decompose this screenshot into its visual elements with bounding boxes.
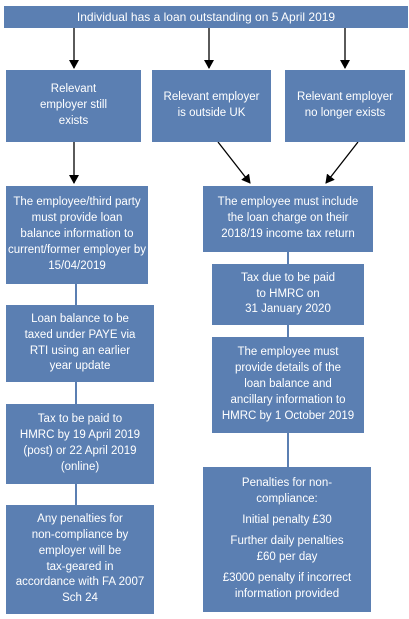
paye-line-4: year update: [49, 360, 111, 373]
penalty-incorrect: [223, 571, 352, 603]
include-charge-line-1: The employee must include: [217, 196, 359, 209]
include-charge-line-3: 2018/19 income tax return: [221, 227, 355, 240]
penalty-daily: [230, 534, 343, 566]
penalty-initial: [242, 513, 332, 529]
arrow-outside-uk-to-include-charge: [218, 142, 250, 183]
employer-penalties-line-5: accordance with FA 2007: [15, 576, 145, 589]
tax-due-line-2: to HMRC on: [256, 287, 320, 300]
provide-info-line-2: must provide loan: [31, 212, 123, 225]
penalty-daily-line-2: £60 per day: [256, 550, 318, 563]
box-loan-outstanding: [4, 6, 408, 28]
penalty-daily-line-1: Further daily penalties: [230, 535, 344, 548]
employer-penalties-line-6: Sch 24: [62, 592, 98, 605]
penalties-heading-line-2: compliance:: [256, 493, 318, 506]
provide-info-line-3: balance information to: [20, 228, 134, 241]
box-employer-no-longer-exists: [285, 70, 405, 142]
penalties-heading: [242, 476, 332, 508]
penalties-heading-line-1: Penalties for non-: [241, 477, 333, 490]
box-employer-still-exists: [6, 70, 141, 142]
still-exists-line-1: Relevant: [50, 83, 97, 96]
provide-details-line-1: The employee must: [237, 346, 339, 359]
provide-info-line-4: current/former employer by: [7, 243, 147, 256]
loan-outstanding-text: Individual has a loan outstanding on 5 April 2019: [76, 9, 336, 24]
box-include-loan-charge: [203, 186, 373, 252]
box-employer-outside-uk: [152, 70, 271, 142]
provide-details-line-5: HMRC by 1 October 2019: [221, 409, 355, 422]
tax-due-line-1: Tax due to be paid: [241, 271, 335, 284]
provide-details-line-2: provide details of the: [234, 362, 342, 375]
box-paye-rti: [6, 305, 154, 382]
outside-uk-line-2: is outside UK: [177, 107, 246, 119]
penalty-incorrect-line-2: information provided: [234, 587, 340, 600]
no-longer-line-1: Relevant employer: [297, 91, 393, 104]
penalty-incorrect-line-1: £3000 penalty if incorrect: [222, 571, 352, 584]
box-provide-details: [212, 337, 364, 433]
tax-paid-line-3: (post) or 22 April 2019: [23, 445, 137, 457]
no-longer-line-2: no longer exists: [304, 107, 386, 119]
box-tax-due: [212, 264, 364, 325]
still-exists-line-2: employer still: [39, 99, 108, 112]
box-provide-loan-balance: [6, 186, 148, 284]
paye-line-2: taxed under PAYE via: [24, 328, 136, 341]
outside-uk-line-1: Relevant employer: [163, 91, 260, 104]
tax-due-line-3: 31 January 2020: [245, 303, 331, 316]
box-employer-penalties: [6, 505, 154, 614]
employer-penalties-line-4: tax-geared in: [46, 560, 114, 573]
provide-info-line-1: The employee/third party: [13, 196, 141, 209]
tax-paid-line-1: Tax to be paid to: [37, 413, 123, 426]
still-exists-line-3: exists: [58, 114, 89, 127]
paye-line-3: RTI using an earlier: [29, 344, 131, 357]
provide-details-line-4: ancillary information to: [230, 393, 346, 406]
employer-penalties-line-3: employer will be: [38, 544, 122, 557]
include-charge-line-2: the loan charge on their: [227, 212, 349, 225]
box-individual-penalties: [203, 467, 371, 612]
employer-penalties-line-2: non-compliance by: [31, 528, 129, 541]
provide-details-line-3: loan balance and: [244, 378, 332, 391]
employer-penalties-line-1: Any penalties for: [37, 512, 123, 525]
tax-paid-line-4: (online): [60, 460, 100, 473]
provide-info-line-5: 15/04/2019: [48, 259, 106, 272]
penalty-initial-line-1: Initial penalty £30: [242, 514, 332, 527]
box-tax-paid-hmrc: [6, 404, 154, 484]
tax-paid-line-2: HMRC by 19 April 2019: [19, 429, 141, 442]
paye-line-1: Loan balance to be: [31, 312, 129, 325]
arrow-no-longer-to-include-charge: [326, 142, 358, 183]
